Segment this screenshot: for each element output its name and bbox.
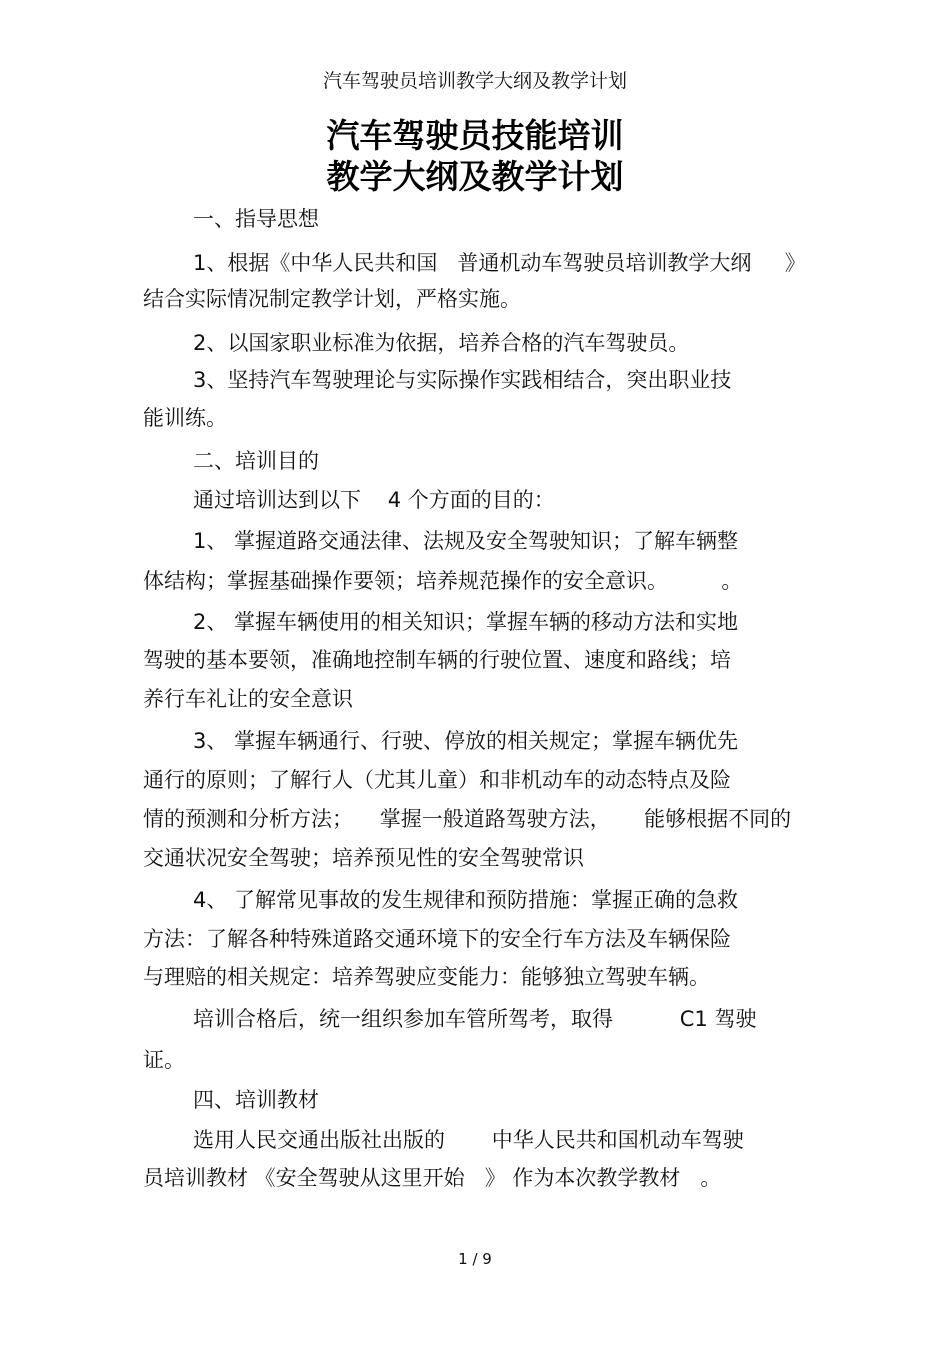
paragraph-line: 方法：了解各种特殊道路交通环境下的安全行车方法及车辆保险 xyxy=(143,927,731,951)
paragraph-line: 员培训教材 《安全驾驶从这里开始 》 作为本次教学教材 。 xyxy=(143,1166,722,1190)
paragraph-line: 3、 掌握车辆通行、行驶、停放的相关规定；掌握车辆优先 xyxy=(193,729,739,753)
paragraph-line: 体结构；掌握基础操作要领；培养规范操作的安全意识。 。 xyxy=(143,569,743,593)
paragraph-line: 1、根据《中华人民共和国 普通机动车驾驶员培训教学大纲 》 xyxy=(193,251,806,275)
paragraph-line: 能训练。 xyxy=(143,406,227,430)
paragraph-line: 结合实际情况制定教学计划，严格实施。 xyxy=(143,287,521,311)
paragraph-line: 2、以国家职业标准为依据，培养合格的汽车驾驶员。 xyxy=(193,331,690,355)
paragraph-line: 交通状况安全驾驶；培养预见性的安全驾驶常识 xyxy=(143,846,584,870)
paragraph-line: 2、 掌握车辆使用的相关知识；掌握车辆的移动方法和实地 xyxy=(193,610,739,634)
paragraph-line: 3、坚持汽车驾驶理论与实际操作实践相结合，突出职业技 xyxy=(193,368,732,392)
section-heading: 二、培训目的 xyxy=(193,449,319,473)
paragraph-line: 选用人民交通出版社出版的 中华人民共和国机动车驾驶 xyxy=(193,1128,744,1152)
paragraph-line: 驾驶的基本要领，准确地控制车辆的行驶位置、速度和路线；培 xyxy=(143,648,731,672)
section-heading: 四、培训教材 xyxy=(193,1088,319,1112)
document-title-line-1: 汽车驾驶员技能培训 xyxy=(326,116,624,155)
paragraph-line: 与理赔的相关规定：培养驾驶应变能力：能够独立驾驶车辆。 xyxy=(143,965,710,989)
page-number: 1 / 9 xyxy=(458,1250,492,1268)
paragraph-line: 情的预测和分析方法； 掌握一般道路驾驶方法， 能够根据不同的 xyxy=(143,807,792,831)
paragraph-line: 证。 xyxy=(143,1048,185,1072)
paragraph-line: 养行车礼让的安全意识 xyxy=(143,687,353,711)
paragraph-line: 培训合格后，统一组织参加车管所驾考，取得 C1 驾驶 xyxy=(193,1007,757,1031)
section-heading: 一、指导思想 xyxy=(193,207,319,231)
paragraph-line: 通行的原则；了解行人（尤其儿童）和非机动车的动态特点及险 xyxy=(143,768,731,792)
document-title-line-2: 教学大纲及教学计划 xyxy=(326,157,624,196)
paragraph-line: 通过培训达到以下 4 个方面的目的： xyxy=(193,488,555,512)
paragraph-line: 4、 了解常见事故的发生规律和预防措施：掌握正确的急救 xyxy=(193,888,739,912)
paragraph-line: 1、 掌握道路交通法律、法规及安全驾驶知识；了解车辆整 xyxy=(193,529,739,553)
running-header: 汽车驾驶员培训教学大纲及教学计划 xyxy=(322,70,627,92)
